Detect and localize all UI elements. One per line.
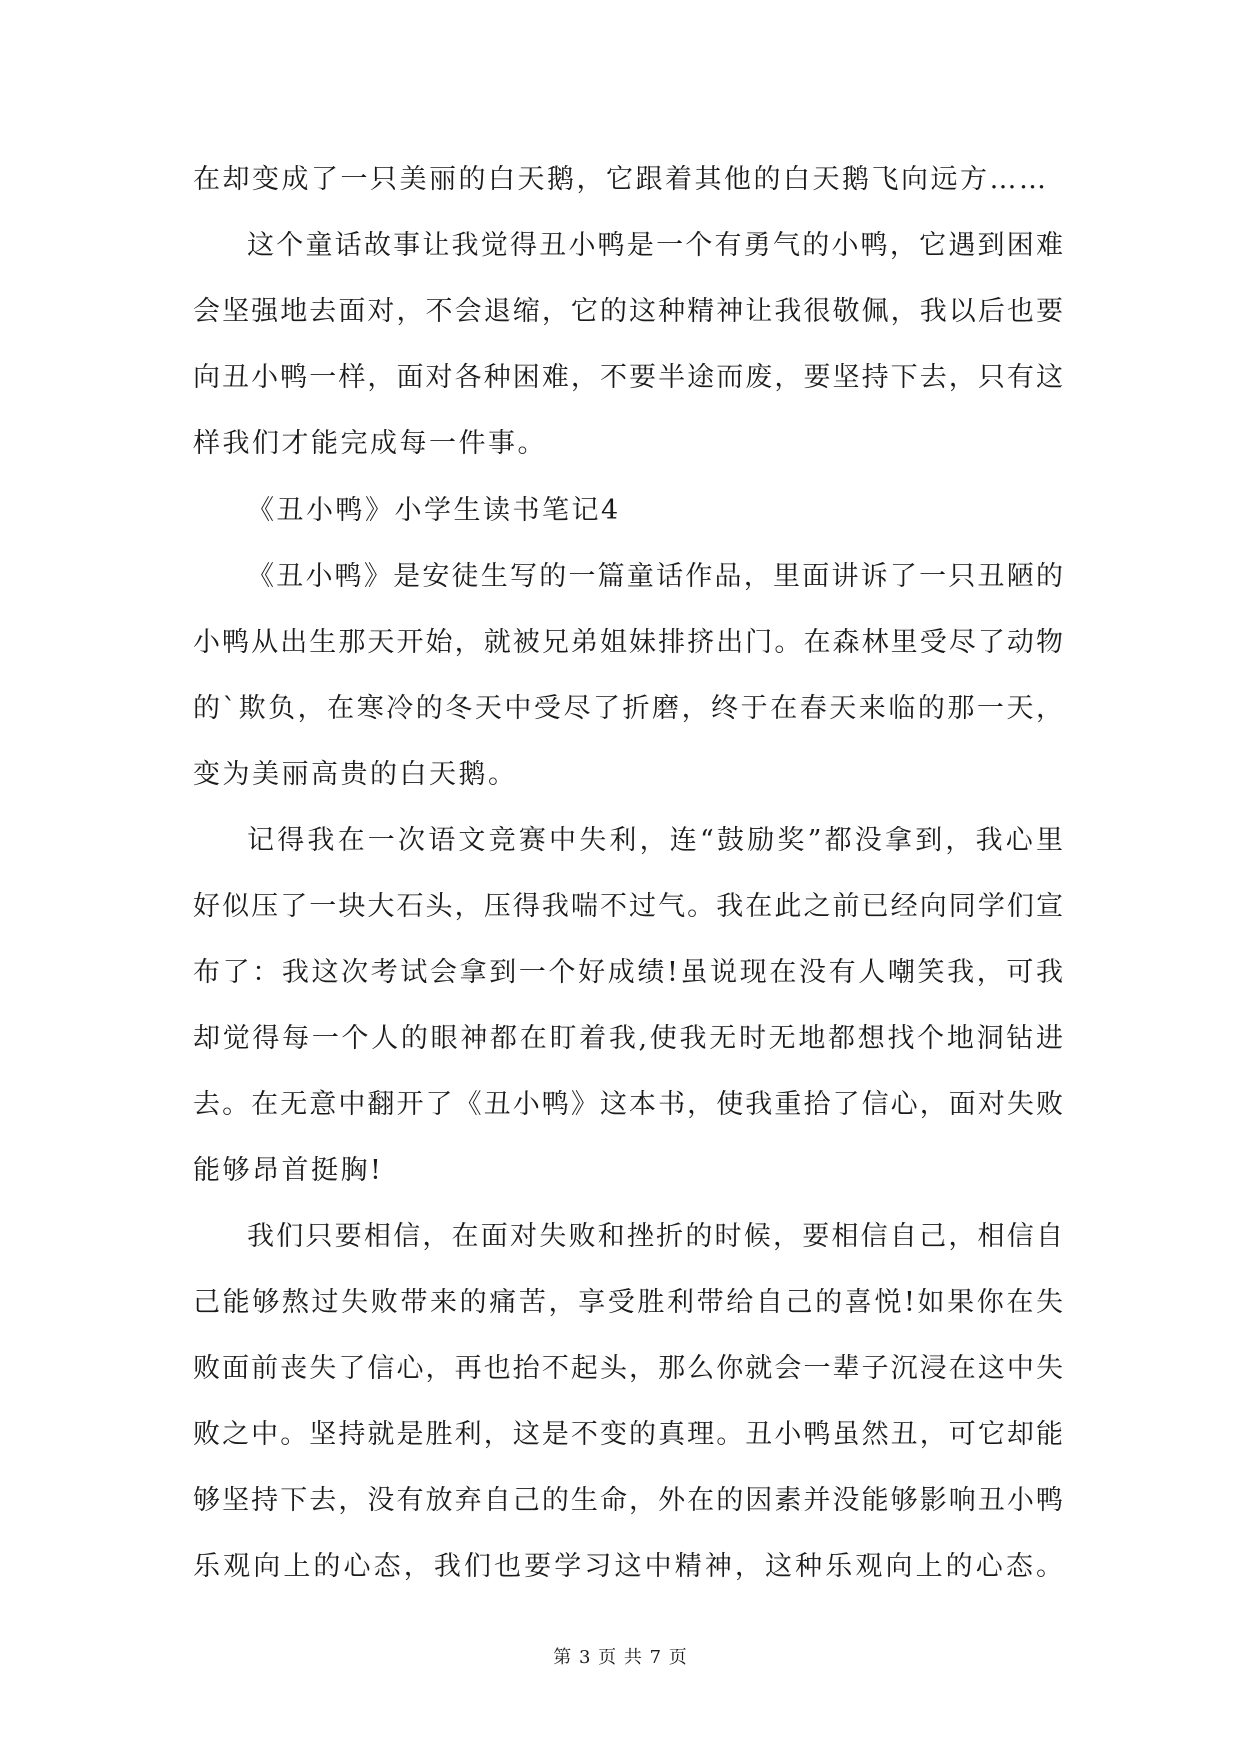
text-line-11: 记得我在一次语文竞赛中失利，连“鼓励奖”都没拿到，我心里 <box>247 825 1063 856</box>
text-line-15: 去。在无意中翻开了《丑小鸭》这本书，使我重拾了信心，面对失败 <box>193 1089 1063 1120</box>
text-line-7: 《丑小鸭》是安徒生写的一篇童话作品，里面讲诉了一只丑陋的 <box>247 561 1063 592</box>
text-line-13: 布了：我这次考试会拿到一个好成绩!虽说现在没有人嘲笑我，可我 <box>193 957 1063 988</box>
text-line-22: 乐观向上的心态，我们也要学习这中精神，这种乐观向上的心态。 <box>193 1551 1063 1582</box>
text-line-4: 向丑小鸭一样，面对各种困难，不要半途而废，要坚持下去，只有这 <box>193 362 1063 393</box>
text-line-9: 的`欺负，在寒冷的冬天中受尽了折磨，终于在春天来临的那一天， <box>193 693 1063 724</box>
text-line-19: 败面前丧失了信心，再也抬不起头，那么你就会一辈子沉浸在这中失 <box>193 1353 1063 1384</box>
text-line-3: 会坚强地去面对，不会退缩，它的这种精神让我很敬佩，我以后也要 <box>193 296 1063 327</box>
text-line-5: 样我们才能完成每一件事。 <box>193 428 547 459</box>
text-line-18: 己能够熬过失败带来的痛苦，享受胜利带给自己的喜悦!如果你在失 <box>193 1287 1063 1318</box>
section-heading: 《丑小鸭》小学生读书笔记4 <box>247 495 621 526</box>
text-line-2: 这个童话故事让我觉得丑小鸭是一个有勇气的小鸭，它遇到困难 <box>247 230 1063 261</box>
text-line-20: 败之中。坚持就是胜利，这是不变的真理。丑小鸭虽然丑，可它却能 <box>193 1419 1063 1450</box>
text-line-1: 在却变成了一只美丽的白天鹅，它跟着其他的白天鹅飞向远方…… <box>193 164 1049 195</box>
text-line-8: 小鸭从出生那天开始，就被兄弟姐妹排挤出门。在森林里受尽了动物 <box>193 627 1063 658</box>
page-footer: 第 3 页 共 7 页 <box>553 1647 688 1668</box>
text-line-17: 我们只要相信，在面对失败和挫折的时候，要相信自己，相信自 <box>247 1221 1063 1252</box>
text-line-12: 好似压了一块大石头，压得我喘不过气。我在此之前已经向同学们宣 <box>193 891 1063 922</box>
text-line-21: 够坚持下去，没有放弃自己的生命，外在的因素并没能够影响丑小鸭 <box>193 1485 1063 1516</box>
text-line-10: 变为美丽高贵的白天鹅。 <box>193 759 518 790</box>
text-line-16: 能够昂首挺胸! <box>193 1155 384 1186</box>
text-line-14: 却觉得每一个人的眼神都在盯着我,使我无时无地都想找个地洞钻进 <box>193 1023 1063 1054</box>
